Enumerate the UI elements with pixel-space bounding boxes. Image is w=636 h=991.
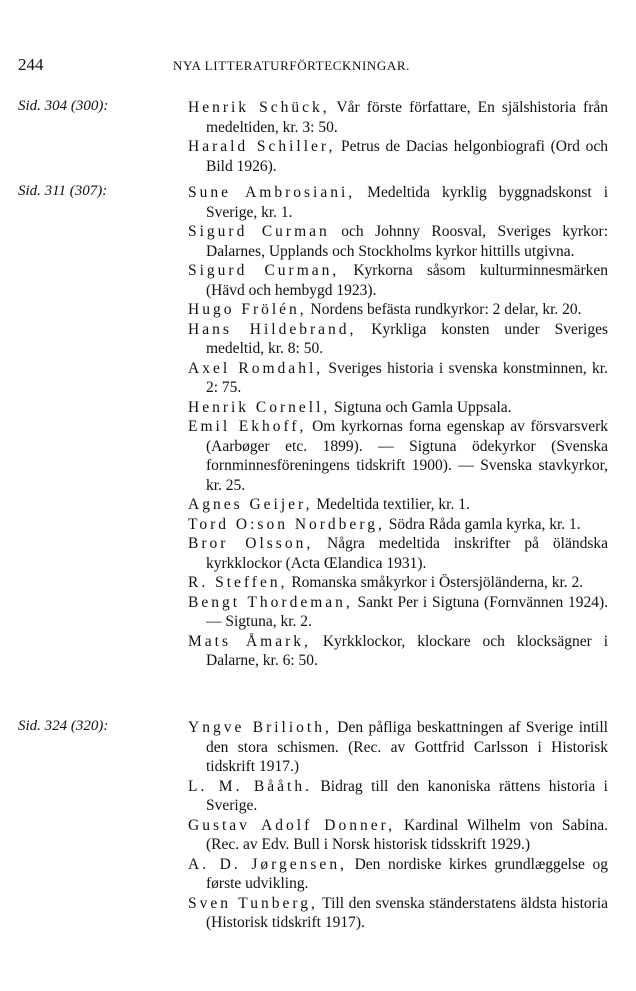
entry-author: Agnes Geijer, bbox=[188, 496, 313, 513]
section-label: Sid. 304 (300): bbox=[18, 98, 109, 114]
entry-author: Henrik Schück, bbox=[188, 99, 330, 116]
entry-text: Sveriges historia i svenska konstminnen, kr. 2: 75. bbox=[206, 359, 608, 396]
entry-text: Kyrkorna såsom kulturminnesmärken (Hävd och hembygd 1923). bbox=[206, 262, 608, 299]
entry-text: Nordens befästa rundkyrkor: 2 delar, kr. 20. bbox=[306, 301, 582, 318]
page-number: 244 bbox=[18, 55, 44, 74]
section-label: Sid. 324 (320): bbox=[18, 718, 109, 734]
list-item bbox=[188, 495, 608, 515]
entry-text: Till den svenska ständerstatens äldsta historia (Historisk tidskrift 1917). bbox=[206, 894, 609, 931]
list-item bbox=[188, 359, 608, 398]
entry-author: Bengt Thordeman, bbox=[188, 593, 353, 611]
entry-author: Sigurd Curman bbox=[188, 223, 330, 240]
entry-text: och Johnny Roosval, Sveriges kyrkor: Dalarnes, Upplands och Stockholms kyrkor hittills utgivna. bbox=[206, 223, 609, 260]
entry-text: Bidrag till den kanoniska rättens historia i Sverige. bbox=[206, 777, 608, 814]
list-item bbox=[188, 816, 608, 855]
entry-text: Den nordiske kirkes grundlæggelse og første udvikling. bbox=[206, 855, 608, 892]
list-item bbox=[188, 777, 608, 816]
entry-text: Petrus de Dacias helgonbiografi (Ord och Bild 1926). bbox=[206, 138, 608, 175]
entry-author: Sven Tunberg, bbox=[188, 894, 318, 912]
entry-author: Gustav Adolf Donner, bbox=[188, 816, 396, 834]
entry-author: Emil Ekhoff, bbox=[188, 418, 307, 435]
entry-list bbox=[188, 718, 608, 933]
list-item bbox=[188, 98, 608, 137]
list-item bbox=[188, 183, 608, 222]
entry-list bbox=[188, 98, 608, 176]
list-item bbox=[188, 137, 608, 176]
list-item bbox=[188, 718, 608, 777]
entry-text: Sigtuna och Gamla Uppsala. bbox=[330, 398, 512, 416]
entry-list bbox=[188, 183, 608, 671]
entry-author: Sune Ambrosiani, bbox=[188, 184, 356, 201]
entry-text: Kyrkklockor, klockare och klocksägner i Dalarne, kr. 6: 50. bbox=[206, 632, 609, 669]
list-item bbox=[188, 320, 608, 359]
entry-author: Axel Romdahl, bbox=[188, 359, 324, 377]
entry-text: Sankt Per i Sigtuna (Fornvännen 1924). — Sigtuna, kr. 2. bbox=[206, 593, 608, 630]
entry-text: Medeltida kyrklig byggnadskonst i Sverige, kr. 1. bbox=[206, 184, 608, 221]
page-header bbox=[18, 55, 618, 79]
entry-text: Medeltida textilier, kr. 1. bbox=[312, 496, 470, 513]
entry-text: Den påfliga beskattningen af Sverige intill den stora schismen. (Rec. av Gottfrid Carlsson i Historisk tidskrift 1917.) bbox=[206, 719, 608, 775]
section-label: Sid. 311 (307): bbox=[18, 183, 108, 199]
list-item bbox=[188, 855, 608, 894]
entry-text: Södra Råda gamla kyrka, kr. 1. bbox=[384, 515, 581, 533]
entry-author: Henrik Cornell, bbox=[188, 398, 331, 416]
entry-text: Romanska småkyrkor i Östersjöländerna, kr. 2. bbox=[287, 574, 584, 591]
entry-author: R. Steffen, bbox=[188, 574, 288, 591]
list-item bbox=[188, 632, 608, 671]
list-item bbox=[188, 261, 608, 300]
entry-author: Yngve Brilioth, bbox=[188, 719, 332, 736]
list-item bbox=[188, 515, 608, 535]
running-title: NYA LITTERATURFÖRTECKNINGAR. bbox=[173, 58, 411, 73]
entry-author: Hugo Frölén, bbox=[188, 301, 307, 318]
entry-author: Sigurd Curman, bbox=[188, 262, 340, 279]
entry-author: Bror Olsson, bbox=[188, 535, 314, 552]
entry-author: Harald Schiller, bbox=[188, 138, 336, 155]
entry-text: Kardinal Wilhelm von Sabina. (Rec. av Edv. Bull i Norsk historisk tidsskrift 1929.) bbox=[206, 816, 608, 853]
entry-author: Hans Hildebrand, bbox=[188, 320, 357, 338]
entry-text: Om kyrkornas forna egenskap av försvarsverk (Aarbøger etc. 1899). — Sigtuna ödekyrkor (Svenska fornminnesföreningens tidskrift 1900). — Svenska stavkyrkor, kr. 25. bbox=[206, 418, 608, 494]
list-item bbox=[188, 894, 608, 933]
entry-author: Mats Åmark, bbox=[188, 632, 311, 650]
entry-author: A. D. Jørgensen, bbox=[188, 855, 347, 873]
entry-author: Tord O:son Nordberg, bbox=[188, 515, 385, 533]
list-item bbox=[188, 398, 608, 418]
list-item bbox=[188, 573, 608, 593]
entry-author: L. M. Bååth. bbox=[188, 777, 312, 795]
list-item bbox=[188, 593, 608, 632]
entry-text: Kyrkliga konsten under Sveriges medeltid, kr. 8: 50. bbox=[206, 320, 608, 357]
entry-text: Vår förste författare, En själshistoria från medeltiden, kr. 3: 50. bbox=[206, 99, 609, 136]
list-item bbox=[188, 417, 608, 495]
list-item bbox=[188, 300, 608, 320]
list-item bbox=[188, 222, 608, 261]
list-item bbox=[188, 534, 608, 573]
entry-text: Några medeltida inskrifter på öländska kyrkklockor (Acta Œlandica 1931). bbox=[206, 535, 608, 572]
